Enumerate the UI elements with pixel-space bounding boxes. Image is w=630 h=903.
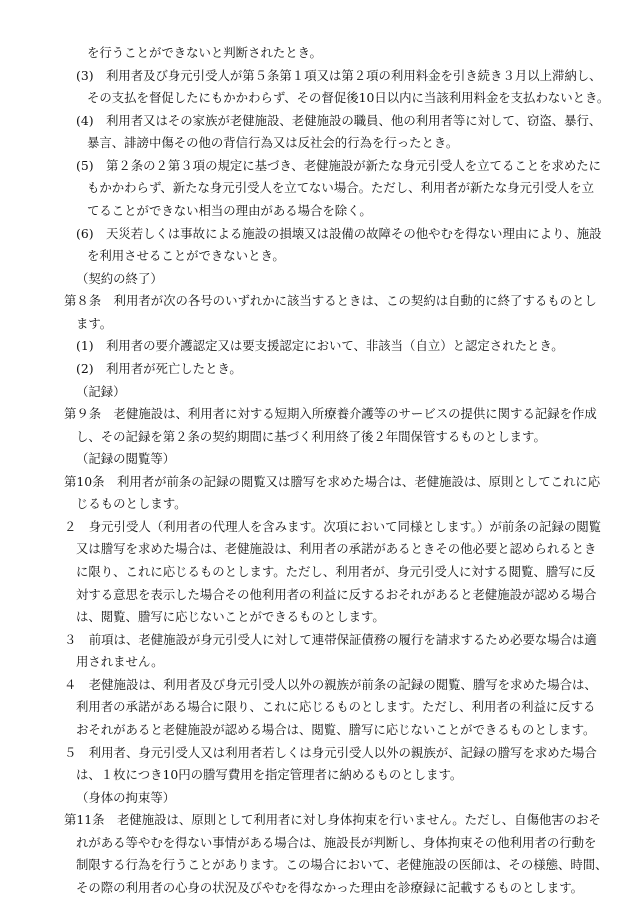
article-9: 第９条 老健施設は、利用者に対する短期入所療養介護等のサービスの提供に関する記録を作成 [64, 406, 597, 421]
text-line: その支払を督促したにもかかわらず、その督促後10日以内に当該利用料金を支払わないとき。 [87, 90, 610, 105]
text-line: もかかわらず、新たな身元引受人を立てない場合。ただし、利用者が新たな身元引受人を立 [87, 180, 595, 195]
paragraph-3: ３ 前項は、老健施設が身元引受人に対して連帯保証債務の履行を請求するため必要な場合は適 [64, 632, 597, 647]
text-line: (6) 天災若しくは事故による施設の損壊又は設備の故障その他やむを得ない理由により、施設 [76, 226, 602, 241]
text-line: ます。 [76, 316, 113, 331]
section-heading: （記録） [76, 384, 126, 399]
text-line: (3) 利用者及び身元引受人が第５条第１項又は第２項の利用料金を引き続き３月以上滞納し、 [76, 68, 602, 83]
paragraph-2: ２ 身元引受人（利用者の代理人を含みます。次項において同様とします。）が前条の記録の閲覧 [64, 519, 602, 534]
text-line: その際の利用者の心身の状況及びやむを得なかった理由を診療録に記載するものとします。 [76, 880, 584, 895]
text-line: は、閲覧、謄写に応じないことができるものとします。 [76, 609, 385, 624]
text-line: 用されません。 [76, 654, 164, 669]
text-line: (4) 利用者又はその家族が老健施設、老健施設の職員、他の利用者等に対して、窃盗、暴行、 [76, 113, 602, 128]
text-line: 利用者の承諾がある場合に限り、これに応じるものとします。ただし、利用者の利益に反する [76, 699, 596, 714]
text-line: 制限する行為を行うことがあります。この場合において、老健施設の医師は、その様態、時間、 [76, 857, 608, 872]
text-line: (2) 利用者が死亡したとき。 [76, 361, 242, 376]
text-line: を利用させることができないとき。 [87, 248, 285, 263]
text-line: (1) 利用者の要介護認定又は要支援認定において、非該当（自立）と認定されたとき。 [76, 338, 564, 353]
text-line: れがある等やむを得ない事情がある場合は、施設長が判断し、身体拘束その他利用者の行動を [76, 835, 597, 850]
paragraph-4: ４ 老健施設は、利用者及び身元引受人以外の親族が前条の記録の閲覧、謄写を求めた場合は、 [64, 677, 597, 692]
text-line: 対する意思を表示した場合その他利用者の利益に反するおそれがあると老健施設が認める場合 [76, 587, 597, 602]
text-line: に限り、これに応じるものとします。ただし、利用者が、身元引受人に対する閲覧、謄写に反 [76, 564, 596, 579]
section-heading: （記録の閲覧等） [76, 451, 176, 466]
article-10: 第10条 利用者が前条の記録の閲覧又は謄写を求めた場合は、老健施設は、原則としてこれに応 [64, 474, 601, 489]
text-line: (5) 第２条の２第３項の規定に基づき、老健施設が新たな身元引受人を立てることを求めたに [76, 158, 602, 173]
section-heading: （契約の終了） [76, 271, 163, 286]
article-8: 第８条 利用者が次の各号のいずれかに該当するときは、この契約は自動的に終了するものとし [64, 293, 597, 308]
text-line: 又は謄写を求めた場合は、老健施設は、利用者の承諾があるときその他必要と認められるとき [76, 541, 597, 556]
text-line: じるものとします。 [76, 496, 187, 511]
article-11: 第11条 老健施設は、原則として利用者に対し身体拘束を行いません。ただし、自傷他害のおそ [64, 812, 601, 827]
text-line: を行うことができないと判断されたとき。 [87, 45, 322, 60]
section-heading: （身体の拘束等） [76, 790, 176, 805]
text-line: 暴言、誹謗中傷その他の背信行為又は反社会的行為を行ったとき。 [87, 135, 459, 150]
paragraph-5: ５ 利用者、身元引受人又は利用者若しくは身元引受人以外の親族が、記録の謄写を求めた場合 [64, 745, 597, 760]
text-line: は、１枚につき10円の謄写費用を指定管理者に納めるものとします。 [76, 767, 463, 782]
text-line: おそれがあると老健施設が認める場合は、閲覧、謄写に応じないことができるものとします。 [76, 722, 596, 737]
text-line: てることができない相当の理由がある場合を除く。 [87, 203, 372, 218]
text-line: し、その記録を第２条の契約期間に基づく利用終了後２年間保管するものとします。 [76, 429, 546, 444]
